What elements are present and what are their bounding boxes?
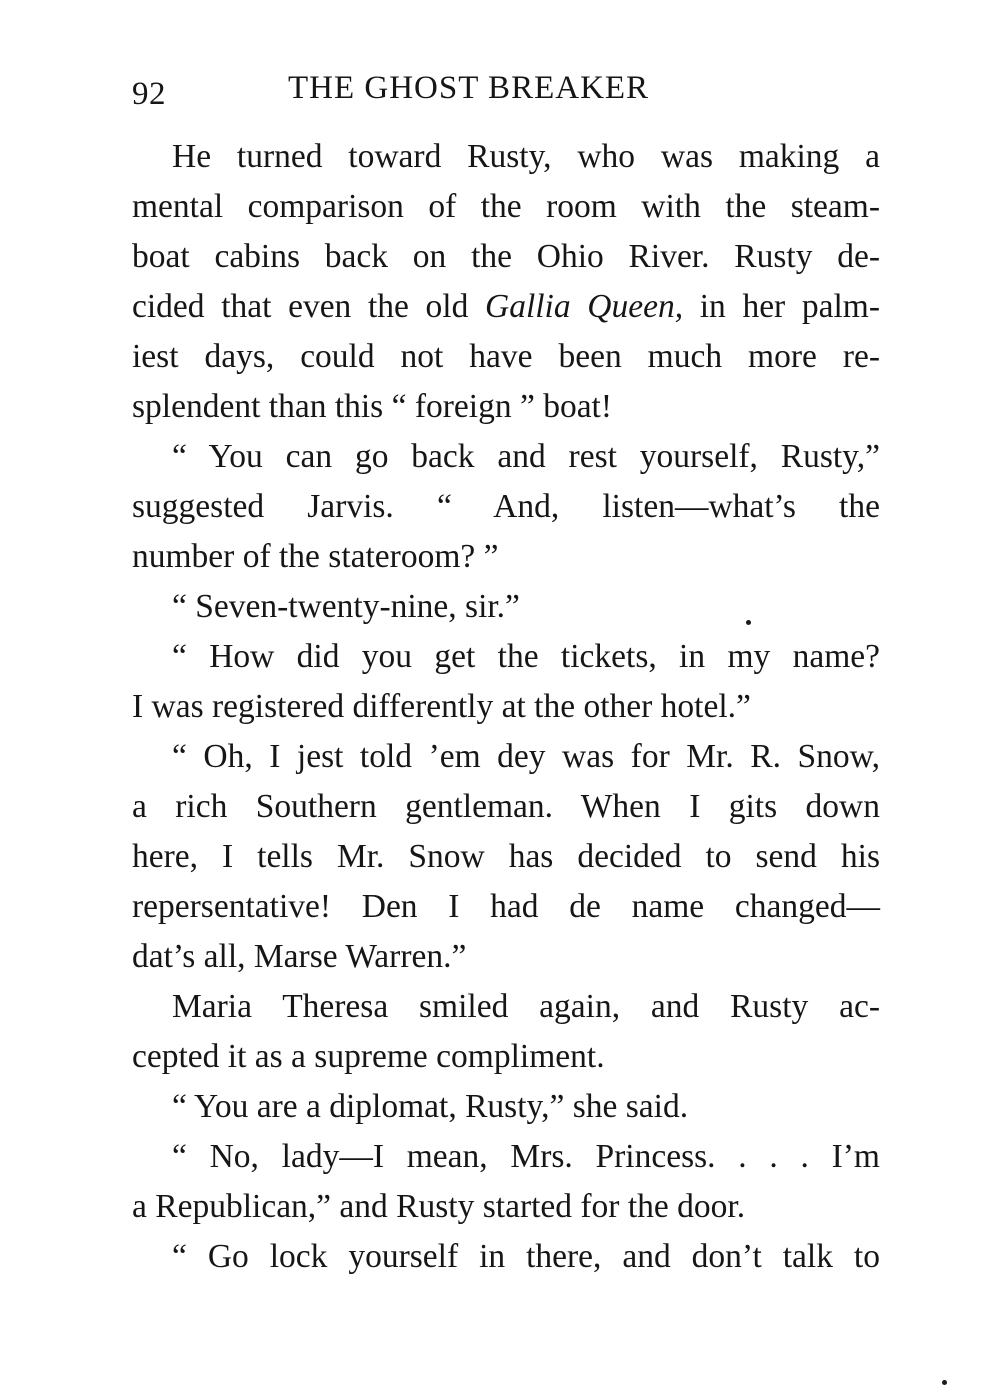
text-line: “ Go lock yourself in there, and don’t talk to	[172, 1238, 880, 1275]
text-line: iest days, could not have been much more re-	[132, 338, 880, 375]
text-line: repersentative! Den I had de name changed—	[132, 888, 880, 925]
text-line: “ Oh, I jest told ’em dey was for Mr. R. Snow,	[172, 738, 880, 775]
text-line: mental comparison of the room with the steam-	[132, 188, 880, 225]
text-segment: in her palm-	[699, 288, 881, 325]
text-line: “ You can go back and rest yourself, Rusty,”	[172, 438, 880, 475]
text-segment: cided that even the old	[132, 288, 469, 325]
text-line: number of the stateroom? ”	[132, 538, 499, 575]
text-line: dat’s all, Marse Warren.”	[132, 938, 467, 975]
text-line: a rich Southern gentleman. When I gits down	[132, 788, 880, 825]
text-line: “ Seven-twenty-nine, sir.”	[172, 588, 520, 625]
text-line: here, I tells Mr. Snow has decided to send his	[132, 838, 880, 875]
text-line: Maria Theresa smiled again, and Rusty ac-	[172, 988, 880, 1025]
text-line: boat cabins back on the Ohio River. Rusty de-	[132, 238, 880, 275]
print-speck	[746, 620, 751, 625]
print-speck	[942, 1380, 947, 1385]
text-line: cepted it as a supreme compliment.	[132, 1038, 605, 1075]
text-line: splendent than this “ foreign ” boat!	[132, 388, 613, 425]
running-head	[132, 64, 732, 112]
text-line: a Republican,” and Rusty started for the door.	[132, 1188, 746, 1225]
text-line-mixed	[132, 282, 880, 332]
text-line: “ How did you get the tickets, in my name?	[172, 638, 880, 675]
ship-name-italic: Gallia Queen,	[485, 288, 684, 325]
text-line: “ No, lady—I mean, Mrs. Princess. . . . I’m	[172, 1138, 880, 1175]
page-number: 92	[132, 76, 166, 112]
text-line: He turned toward Rusty, who was making a	[172, 138, 880, 175]
text-line: I was registered differently at the other hotel.”	[132, 688, 751, 725]
text-line: “ You are a diplomat, Rusty,” she said.	[172, 1088, 689, 1125]
running-title: THE GHOST BREAKER	[288, 70, 650, 106]
text-line: suggested Jarvis. “ And, listen—what’s the	[132, 488, 880, 525]
